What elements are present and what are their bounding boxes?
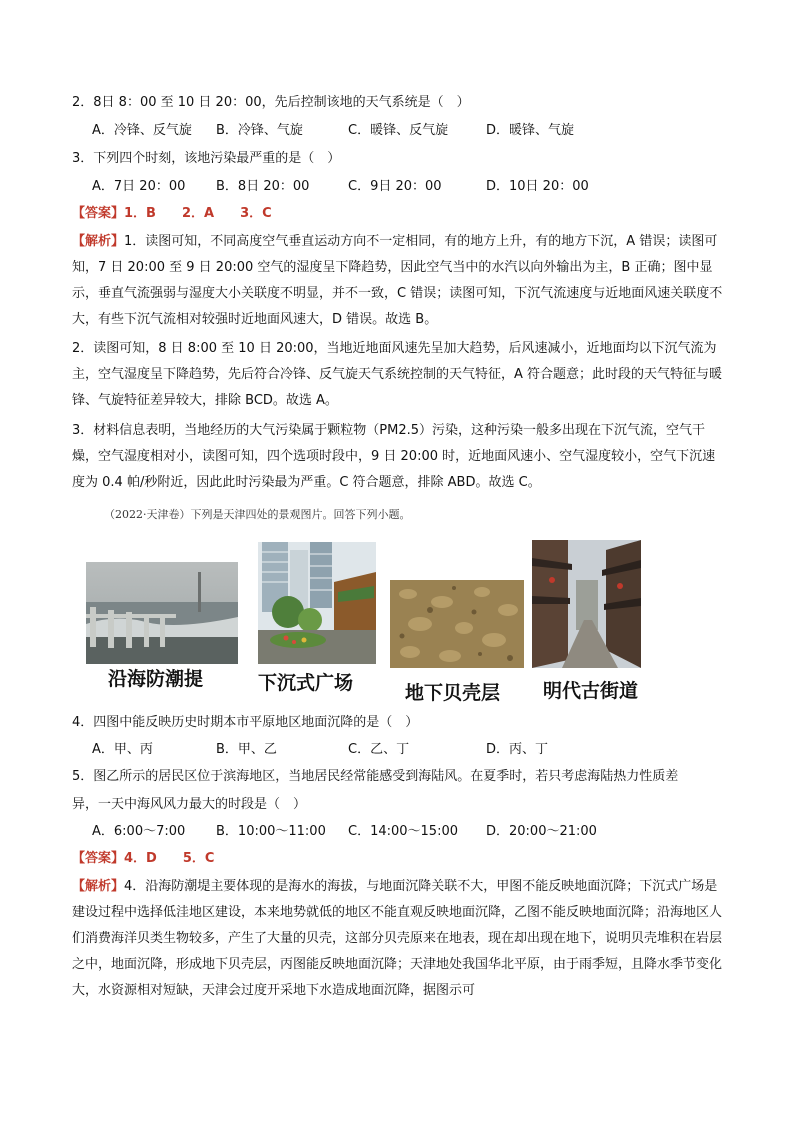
analysis-2-paragraph-1 bbox=[72, 874, 728, 1004]
analysis-1-paragraph-1 bbox=[72, 229, 728, 333]
answer-text-2: 4．D 5．C bbox=[124, 851, 215, 866]
caption-shell-layer: 地下贝壳层 bbox=[405, 682, 501, 704]
analysis-1-paragraph-3: 3．材料信息表明，当地经历的大气污染属于颗粒物（PM2.5）污染，这种污染一般多出现在下沉气流，空气干燥，空气湿度相对小，读图可知，四个选项时段中，9 日 20:00 时，近地面风速小、空气湿度较小，空气下沉速度为 0.4 帕/秒附近，因此此时污染最为严重。C 符合题意，排除 ABD。故选 C。 bbox=[72, 423, 716, 490]
photo-seawall bbox=[86, 562, 238, 664]
question-4-option-d: D．丙、丁 bbox=[486, 742, 549, 757]
section-intro: （2022·天津卷）下列是天津四处的景观图片。回答下列小题。 bbox=[104, 508, 411, 521]
question-2-stem: 2．8日 8：00 至 10 日 20：00，先后控制该地的天气系统是（ ） bbox=[72, 95, 470, 110]
question-3-option-c: C．9日 20：00 bbox=[348, 179, 442, 194]
question-5-option-d: D．20:00～21:00 bbox=[486, 824, 597, 839]
question-5-stem-line-2: 异，一天中海风风力最大的时段是（ ） bbox=[72, 797, 307, 812]
question-3-option-a: A．7日 20：00 bbox=[92, 179, 186, 194]
answer-label: 【答案】 bbox=[72, 206, 125, 221]
analysis-1-text: 1．读图可知，不同高度空气垂直运动方向不一定相同，有的地方上升，有的地方下沉，A 错误；读图可知，7 日 20:00 至 9 日 20:00 空气的湿度呈下降趋势，因此空气当中的水汽以向外输出为主，B 正确；图中显示，垂直气流强弱与湿度大小关联度不明显，并不一致，C 错误；读图可知，下沉气流速度与近地面风速关联度不大，有些下沉气流相对较强时近地面风速大，D 错误。故选 B。 bbox=[72, 234, 723, 327]
question-3-option-d: D．10日 20：00 bbox=[486, 179, 589, 194]
analysis-2-text: 4．沿海防潮堤主要体现的是海水的海拔，与地面沉降关联不大，甲图不能反映地面沉降；下沉式广场是建设过程中选择低洼地区建设，本来地势就低的地区不能直观反映地面沉降，乙图不能反映地面沉降；沿海地区人们消费海洋贝类生物较多，产生了大量的贝壳，这部分贝壳原来在地表，现在却出现在地下，说明贝壳堆积在岩层之中，地面沉降，形成地下贝壳层，丙图能反映地面沉降；天津地处我国华北平原，由于雨季短，且降水季节变化大，水资源相对短缺，天津会过度开采地下水造成地面沉降，据图示可 bbox=[72, 879, 723, 998]
caption-ming-street: 明代古街道 bbox=[543, 680, 639, 702]
analysis-label: 【解析】 bbox=[72, 234, 125, 249]
question-2-option-d: D．暖锋、气旋 bbox=[486, 123, 575, 138]
analysis-1-paragraph-2: 2．读图可知，8 日 8:00 至 10 日 20:00，当地近地面风速先呈加大趋势，后风速减小，近地面均以下沉气流为主，空气湿度呈下降趋势，先后符合冷锋、反气旋天气系统控制的天气特征，A 符合题意；此时段的天气特征与暖锋、气旋特征差异较大，排除 BCD。故选 A。 bbox=[72, 341, 723, 408]
answer-block-2 bbox=[72, 849, 214, 868]
question-2-option-c: C．暖锋、反气旋 bbox=[348, 123, 449, 138]
caption-seawall: 沿海防潮提 bbox=[108, 668, 204, 690]
question-3-option-b: B．8日 20：00 bbox=[216, 179, 310, 194]
answer-block-1 bbox=[72, 204, 272, 223]
question-4-stem: 4．四图中能反映历史时期本市平原地区地面沉降的是（ ） bbox=[72, 715, 419, 730]
question-3-stem: 3．下列四个时刻，该地污染最严重的是（ ） bbox=[72, 151, 341, 166]
question-5-option-c: C．14:00～15:00 bbox=[348, 824, 459, 839]
question-2-option-a: A．冷锋、反气旋 bbox=[92, 123, 192, 138]
answer-label-2: 【答案】 bbox=[72, 851, 125, 866]
question-4-option-a: A．甲、丙 bbox=[92, 742, 153, 757]
answer-text: 1．B 2．A 3．C bbox=[124, 206, 272, 221]
photo-ming-street bbox=[532, 540, 641, 668]
caption-sunken-plaza: 下沉式广场 bbox=[258, 672, 354, 694]
photo-sunken-plaza bbox=[258, 542, 376, 664]
question-5-stem-line-1: 5．图乙所示的居民区位于滨海地区，当地居民经常能感受到海陆风。在夏季时，若只考虑海陆热力性质差 bbox=[72, 769, 679, 784]
question-5-option-a: A．6:00～7:00 bbox=[92, 824, 186, 839]
analysis-label-2: 【解析】 bbox=[72, 879, 125, 894]
question-4-option-c: C．乙、丁 bbox=[348, 742, 410, 757]
question-4-option-b: B．甲、乙 bbox=[216, 742, 277, 757]
question-5-option-b: B．10:00～11:00 bbox=[216, 824, 326, 839]
question-2-option-b: B．冷锋、气旋 bbox=[216, 123, 303, 138]
photo-shell-layer bbox=[390, 580, 524, 668]
